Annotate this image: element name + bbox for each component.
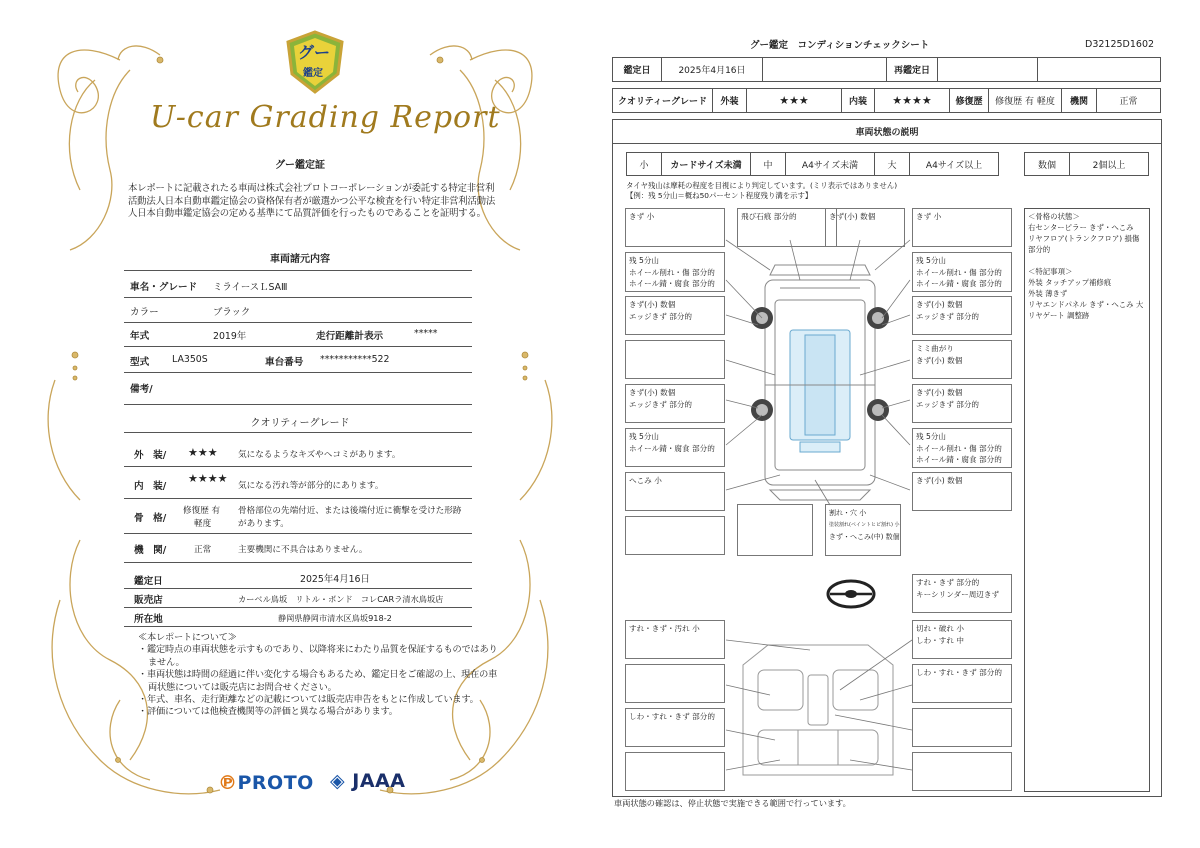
note-item: ・鑑定時点の車両状態を示すものであり、以降将来にわたり品質を保証するものではありません。 xyxy=(138,644,498,668)
mileage-value: ***** xyxy=(414,328,438,339)
damage-box: きず(小) 数個 エッジきず 部分的 xyxy=(625,384,725,423)
damage-box: きず(小) 数個 xyxy=(912,472,1012,511)
note-item: ・車両状態は時間の経過に伴い変化する場合もあるため、鑑定日をご確認の上、現在の車両状態については販売店にお問合せください。 xyxy=(138,669,498,693)
model-label: 型式 xyxy=(130,357,150,368)
count-desc: 2個以上 xyxy=(1069,152,1149,176)
badge-sub: 鑑定 xyxy=(303,68,323,79)
blank-cell xyxy=(762,57,887,82)
dealer-value: カーベル鳥坂 リトル・ボンド コレCARラ清水鳥坂店 xyxy=(238,594,444,604)
damage-box: 飛び石痕 部分的 xyxy=(737,208,837,247)
divider xyxy=(124,322,472,323)
divider xyxy=(124,588,472,589)
damage-box xyxy=(912,708,1012,747)
damage-box xyxy=(625,340,725,379)
interior-label: 内 装/ xyxy=(134,481,167,492)
badge-text: グー xyxy=(298,43,331,62)
address-label: 所在地 xyxy=(134,614,163,625)
divider xyxy=(124,346,472,347)
damage-box: きず 小 xyxy=(912,208,1012,247)
count-label: 数個 xyxy=(1024,152,1070,176)
damage-box: 切れ・破れ 小 しわ・すれ 中 xyxy=(912,620,1012,659)
divider xyxy=(124,533,472,534)
quality-title: クオリティーグレード xyxy=(250,418,350,429)
divider xyxy=(124,498,472,499)
frame-label: 骨 格/ xyxy=(134,513,167,524)
remarks-label: 備考/ xyxy=(130,384,153,395)
damage-box xyxy=(625,752,725,791)
mileage-label: 走行距離計表示 xyxy=(316,331,384,342)
exterior-stars: ★★★ xyxy=(188,446,218,459)
proto-logo: ℗PROTO xyxy=(218,772,314,794)
sheet-id: D32125D1602 xyxy=(1085,39,1155,50)
chassis-label: 車台番号 xyxy=(265,357,304,368)
jaaa-logo: ◈ JAAA xyxy=(330,770,406,792)
goo-appraisal-badge xyxy=(284,30,346,94)
damage-box: ミミ曲がり きず(小) 数個 xyxy=(912,340,1012,379)
interior-stars: ★★★★ xyxy=(874,88,950,113)
color-value: ブラック xyxy=(213,307,251,318)
damage-box: 残 5分山 ホイール削れ・傷 部分的 ホイール錆・腐食 部分的 xyxy=(912,252,1012,292)
exterior-stars: ★★★ xyxy=(746,88,842,113)
damage-box: しわ・すれ・きず 部分的 xyxy=(625,708,725,747)
condition-check-sheet xyxy=(600,0,1200,848)
interior-desc: 気になる汚れ等が部分的にあります。 xyxy=(238,481,384,491)
dealer-label: 販売店 xyxy=(134,595,163,606)
divider xyxy=(124,466,472,467)
divider xyxy=(124,626,472,627)
engine-value: 正常 xyxy=(1096,88,1161,113)
frame-value-2: 軽度 xyxy=(194,519,212,529)
damage-box: きず(小) 数個 エッジきず 部分的 xyxy=(625,296,725,335)
size-mid-desc: A4サイズ未満 xyxy=(785,152,875,176)
proto-logo-text: PROTO xyxy=(237,772,314,794)
size-large-desc: A4サイズ以上 xyxy=(909,152,999,176)
damage-box: 残 5分山 ホイール削れ・傷 部分的 ホイール錆・腐食 部分的 xyxy=(625,252,725,292)
damage-box: きず 小 xyxy=(625,208,725,247)
repair-label: 修復歴 xyxy=(949,88,989,113)
damage-box: きず(小) 数個 xyxy=(825,208,905,247)
tire-note-1: タイヤ残山は摩耗の程度を目視により判定しています。(ミリ表示ではありません) xyxy=(626,181,898,190)
appraisal-date-label: 鑑定日 xyxy=(134,576,163,587)
section-title: 車両状態の説明 xyxy=(612,119,1162,144)
exterior-desc: 気になるようなキズやヘコミがあります。 xyxy=(238,450,401,460)
damage-box: しわ・すれ・きず 部分的 xyxy=(912,664,1012,703)
exterior-label: 外装 xyxy=(712,88,747,113)
name-grade-value: ミライースＬSAⅢ xyxy=(213,282,288,293)
year-value: 2019年 xyxy=(213,331,247,342)
certificate-title: グー鑑定証 xyxy=(275,160,325,171)
repair-value: 修復歴 有 軽度 xyxy=(988,88,1062,113)
appraisal-date-label: 鑑定日 xyxy=(612,57,662,82)
damage-box: きず(小) 数個 エッジきず 部分的 xyxy=(912,384,1012,423)
frame-desc-1: 骨格部位の先端付近、または後端付近に衝撃を受けた形跡 xyxy=(238,506,462,516)
footer-note: 車両状態の確認は、停止状態で実施できる範囲で行っています。 xyxy=(614,798,851,808)
note-item: ・年式、車名、走行距離などの記載については販売店申告をもとに作成しています。 xyxy=(138,694,479,706)
size-mid: 中 xyxy=(750,152,786,176)
steering-wheel-icon xyxy=(826,578,876,610)
interior-stars: ★★★★ xyxy=(188,472,228,485)
note-item: ・評価については他検査機関等の評価と異なる場合があります。 xyxy=(138,706,398,718)
model-value: LA350S xyxy=(172,354,208,365)
divider xyxy=(124,404,472,405)
damage-box: 割れ・穴 小 塗装割れ(ペイントヒビ割れ) 小 きず・へこみ(中) 数個 xyxy=(825,504,901,556)
divider xyxy=(124,270,472,271)
size-large: 大 xyxy=(874,152,910,176)
engine-label: 機関 xyxy=(1061,88,1097,113)
divider xyxy=(124,432,472,433)
damage-box xyxy=(625,664,725,703)
divider xyxy=(124,297,472,298)
sheet-title: グー鑑定 コンディションチェックシート xyxy=(750,40,930,51)
address-value: 静岡県静岡市清水区鳥坂918-2 xyxy=(278,613,392,623)
size-small: 小 xyxy=(626,152,662,176)
reappraisal-value xyxy=(937,57,1038,82)
engine-value: 正常 xyxy=(194,545,212,555)
chassis-value: ***********522 xyxy=(320,354,390,365)
report-notes xyxy=(138,632,498,719)
notes-title: ≪本レポートについて≫ xyxy=(138,632,237,643)
exterior-label: 外 装/ xyxy=(134,450,167,461)
grade-label: クオリティーグレード xyxy=(612,88,713,113)
spec-title: 車両諸元内容 xyxy=(270,254,330,265)
jaaa-logo-text: JAAA xyxy=(352,770,406,792)
frame-value-1: 修復歴 有 xyxy=(183,506,221,516)
divider xyxy=(124,562,472,563)
divider xyxy=(124,607,472,608)
damage-box: すれ・きず・汚れ 小 xyxy=(625,620,725,659)
damage-box: へこみ 小 xyxy=(625,472,725,511)
engine-label: 機 関/ xyxy=(134,545,167,556)
damage-box xyxy=(737,504,813,556)
name-grade-label: 車名・グレード xyxy=(130,282,198,293)
side-notes: ＜骨格の状態＞ 右センターピラー きず・へこみ リヤフロア(トランクフロア) 損傷 部分的 ＜特記事項＞ 外装 タッチアップ補修痕 外装 薄きず リヤエンドパネル きず・へこみ 大 リヤゲート 調整跡 xyxy=(1024,208,1150,792)
year-label: 年式 xyxy=(130,331,150,342)
size-small-desc: カードサイズ未満 xyxy=(661,152,751,176)
damage-box xyxy=(912,752,1012,791)
color-label: カラー xyxy=(130,307,159,318)
blank-cell xyxy=(1037,57,1161,82)
damage-box: 残 5分山 ホイール削れ・傷 部分的 ホイール錆・腐食 部分的 xyxy=(912,428,1012,468)
damage-box xyxy=(625,516,725,555)
interior-label: 内装 xyxy=(841,88,875,113)
reappraisal-label: 再鑑定日 xyxy=(886,57,938,82)
report-title: U-car Grading Report xyxy=(150,100,501,135)
certificate-body: 本レポートに記載されたる車両は株式会社プロトコーポレーションが委託する特定非営利活動法人日本自動車鑑定協会の資格保有者が厳選かつ公平な検査を行い特定非営利活動法人日本自動車鑑定協会の定める基準にて品質評価を行ったものであることを証明する。 xyxy=(128,183,496,220)
damage-box: すれ・きず 部分的 キーシリンダー周辺きず xyxy=(912,574,1012,613)
divider xyxy=(124,372,472,373)
appraisal-date-value: 2025年4月16日 xyxy=(300,574,370,585)
appraisal-date-value: 2025年4月16日 xyxy=(661,57,763,82)
damage-box: きず(小) 数個 エッジきず 部分的 xyxy=(912,296,1012,335)
frame-desc-2: があります。 xyxy=(238,519,289,529)
engine-desc: 主要機関に不具合はありません。 xyxy=(238,545,368,555)
tire-note-2: 【例：残 5分山＝概ね50パーセント程度残り溝を示す】 xyxy=(626,191,813,200)
damage-box: 残 5分山 ホイール錆・腐食 部分的 xyxy=(625,428,725,467)
